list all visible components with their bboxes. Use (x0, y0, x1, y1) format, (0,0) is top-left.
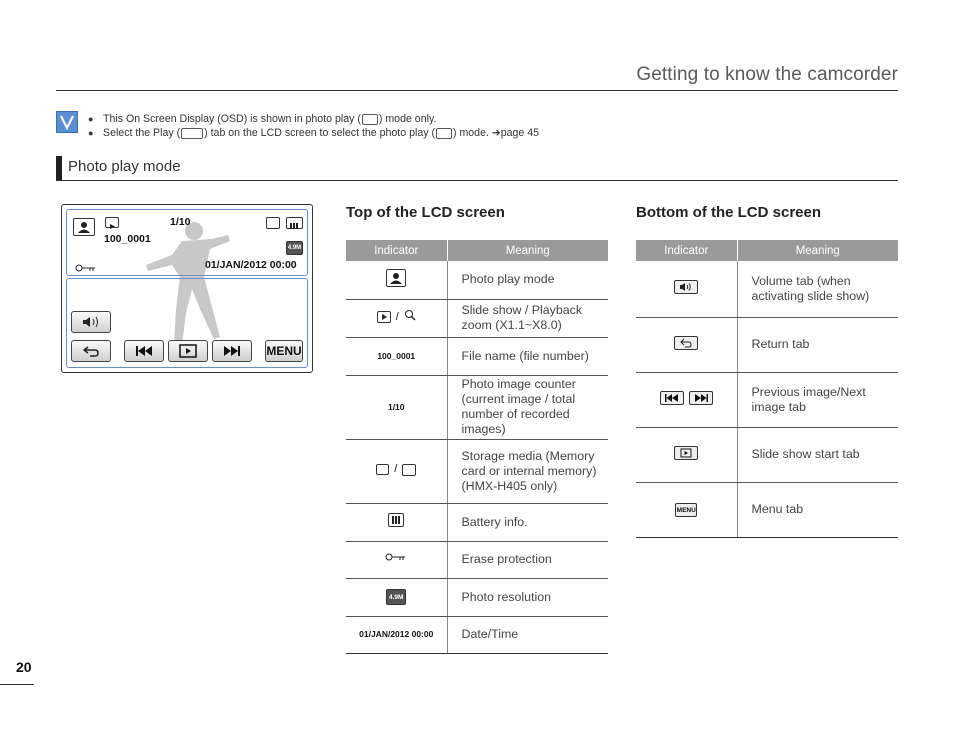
zoom-icon (404, 309, 416, 326)
note-check-icon (56, 111, 78, 133)
meaning-cell: Menu tab (737, 482, 898, 537)
slideshow-icon (377, 311, 391, 323)
return-tab-icon (674, 336, 698, 350)
meaning-cell: Return tab (737, 317, 898, 372)
volume-tab-button[interactable] (71, 311, 111, 333)
lcd-counter: 1/10 (170, 216, 191, 228)
column-header: Indicator (346, 240, 447, 261)
lcd-bottom-area (66, 278, 308, 368)
indicator-cell: 1/10 (346, 375, 447, 439)
volume-tab-icon (674, 280, 698, 294)
table-row (636, 261, 898, 317)
battery-icon (286, 217, 303, 229)
note-text: ) mode. ➔page 45 (452, 127, 540, 139)
column-header: Meaning (737, 240, 898, 261)
next-image-button[interactable] (212, 340, 252, 362)
internal-memory-icon (402, 464, 416, 476)
play-tab-icon (181, 128, 203, 139)
table-row (636, 427, 898, 482)
table-row (636, 317, 898, 372)
table-row (346, 578, 608, 616)
section-title: Photo play mode (68, 158, 181, 175)
note-text: ) mode only. (378, 113, 437, 125)
lcd-screen-illustration (61, 204, 313, 373)
note-text: Select the Play ( (103, 127, 181, 139)
indicator-cell (346, 439, 447, 503)
indicator-cell (636, 427, 737, 482)
section-marker (56, 156, 62, 180)
indicator-cell: 01/JAN/2012 00:00 (346, 616, 447, 653)
note-item: ● This On Screen Display (OSD) is shown in photo play ( ) mode only. (88, 113, 437, 125)
page-header-title: Getting to know the camcorder (636, 64, 898, 85)
key-icon (385, 554, 407, 564)
indicator-cell (346, 541, 447, 578)
top-table-title: Top of the LCD screen (346, 204, 505, 221)
top-indicator-table (346, 240, 608, 654)
meaning-cell: Slide show / Playback zoom (X1.1~X8.0) (447, 299, 608, 337)
table-header-row (346, 240, 608, 261)
meaning-cell: Volume tab (when activating slide show) (737, 261, 898, 317)
separator-text: / (394, 463, 398, 475)
indicator-cell (636, 317, 737, 372)
table-row (346, 503, 608, 541)
table-row (636, 372, 898, 427)
table-row (346, 261, 608, 299)
bottom-indicator-table (636, 240, 898, 538)
indicator-cell (636, 482, 737, 537)
page-number-rule (0, 684, 34, 685)
battery-icon (388, 513, 404, 527)
resolution-icon: 4.9M (286, 241, 303, 255)
lcd-datetime: 01/JAN/2012 00:00 (205, 259, 297, 271)
meaning-cell: Battery info. (447, 503, 608, 541)
memory-card-icon (266, 217, 280, 229)
menu-button[interactable]: MENU (265, 340, 303, 362)
column-header: Meaning (447, 240, 608, 261)
table-row (346, 337, 608, 375)
page-number: 20 (16, 659, 32, 675)
photo-play-mode-icon (362, 114, 378, 125)
menu-tab-icon: MENU (675, 503, 697, 517)
meaning-cell: Photo image counter (current image / total number of recorded images) (447, 375, 608, 439)
slideshow-icon (105, 217, 119, 228)
meaning-cell: Storage media (Memory card or internal memory) (HMX-H405 only) (447, 439, 608, 503)
table-row (346, 375, 608, 439)
previous-image-tab-icon (660, 391, 684, 405)
header-rule (56, 90, 898, 91)
photo-play-mode-icon (436, 128, 452, 139)
indicator-cell (346, 578, 447, 616)
indicator-cell (636, 372, 737, 427)
indicator-cell (346, 299, 447, 337)
next-image-tab-icon (689, 391, 713, 405)
table-header-row (636, 240, 898, 261)
indicator-cell (346, 261, 447, 299)
separator-text: / (395, 310, 399, 323)
lcd-file-name: 100_0001 (104, 233, 151, 245)
photo-play-mode-icon (73, 218, 95, 236)
table-row (346, 439, 608, 503)
meaning-cell: Previous image/Next image tab (737, 372, 898, 427)
indicator-cell: 100_0001 (346, 337, 447, 375)
photo-play-mode-icon (386, 269, 406, 287)
meaning-cell: Erase protection (447, 541, 608, 578)
table-row (346, 616, 608, 653)
slideshow-start-tab-icon (674, 446, 698, 460)
indicator-cell (636, 261, 737, 317)
indicator-cell (346, 503, 447, 541)
slideshow-start-button[interactable] (168, 340, 208, 362)
meaning-cell: File name (file number) (447, 337, 608, 375)
section-rule (56, 180, 898, 181)
lcd-top-area (66, 209, 308, 276)
meaning-cell: Photo resolution (447, 578, 608, 616)
meaning-cell: Photo play mode (447, 261, 608, 299)
previous-image-button[interactable] (124, 340, 164, 362)
key-icon (75, 260, 97, 278)
note-text: This On Screen Display (OSD) is shown in photo play ( (103, 113, 361, 125)
meaning-cell: Date/Time (447, 616, 608, 653)
resolution-icon: 4.9M (386, 589, 406, 605)
memory-card-icon (376, 464, 389, 475)
column-header: Indicator (636, 240, 737, 261)
note-text: ) tab on the LCD screen to select the photo play ( (204, 127, 435, 139)
table-row (346, 299, 608, 337)
table-row (346, 541, 608, 578)
notes-list (88, 112, 539, 140)
meaning-cell: Slide show start tab (737, 427, 898, 482)
note-item: ● Select the Play ( ) tab on the LCD screen to select the photo play ( ) mode. ➔page 45 (88, 127, 540, 139)
return-tab-button[interactable] (71, 340, 111, 362)
bottom-table-title: Bottom of the LCD screen (636, 204, 822, 221)
table-row (636, 482, 898, 537)
